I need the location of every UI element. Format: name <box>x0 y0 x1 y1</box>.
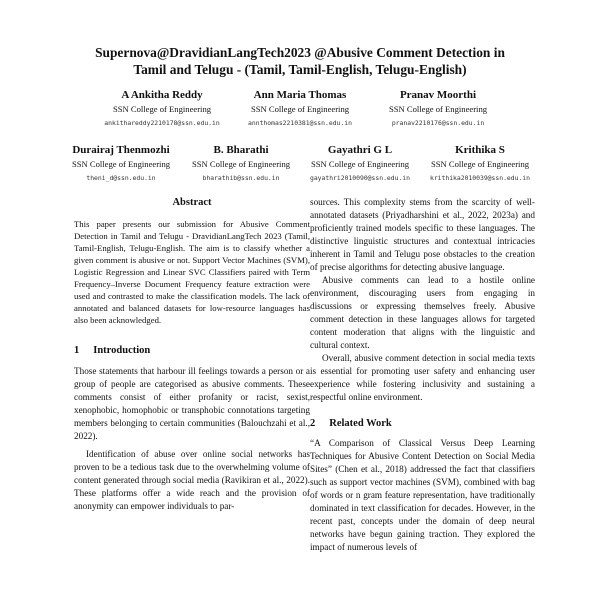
author-name: Ann Maria Thomas <box>253 89 347 101</box>
author-email[interactable]: gayathri2010090@ssn.edu.in <box>309 174 411 182</box>
right-paragraph-2: Abusive comments can lead to a hostile online environment, discouraging users from engaging in discussions or expressing themselves freely. Abusive comment detection in these languages allows for targeted content moderation that aligns with the linguistic and cultural context. <box>310 275 535 350</box>
title-line-2: Tamil and Telugu - (Tamil, Tamil-English, Telugu-English) <box>133 62 467 77</box>
related-work-heading <box>310 417 535 430</box>
right-column <box>310 196 535 554</box>
author-name: Pranav Moorthi <box>399 89 477 101</box>
author-name: A Ankitha Reddy <box>121 89 203 101</box>
author-email[interactable]: pranav2210176@ssn.edu.in <box>391 119 485 127</box>
author-name: Gayathri G L <box>327 144 393 156</box>
introduction-paragraph-2: Identification of abuse over online social networks has proven to be a tedious task due to the overwhelming volume of content generated through social media (Ravikiran et al., 2022). These platforms offer a wide reach and the provision of anonymity can empower individuals to par- <box>74 449 310 511</box>
right-paragraph-3: Overall, abusive comment detection in social media texts is essential for promoting user safety and enhancing user experience while fostering inclusivity and sustaining a respectful online environment. <box>310 353 535 402</box>
abstract-heading: Abstract <box>172 197 212 208</box>
author-name: B. Bharathi <box>213 144 269 156</box>
related-work-paragraph-1: “A Comparison of Classical Versus Deep Learning Techniques for Abusive Content Detection on Social Media Sites” (Chen et al., 2018) addressed the fact that classifiers such as support vector machines (SVM), combined with bag of words or n gram feature representation, have traditionally dominated in text classification for decades. However, in the recent past, concepts under the domain of deep neural networks have begun gaining traction. They explored the impact of numerous levels of <box>310 438 535 552</box>
section-title: Introduction <box>93 345 151 356</box>
paper-title <box>40 44 560 78</box>
right-paragraph-1: sources. This complexity stems from the scarcity of well-annotated datasets (Priyadharshini et al., 2022, 2023a) and proficiently trained models specific to these languages. The distinctive linguistic structures and contextual intricacies inherent in Tamil and Telugu pose obstacles to the creation of precise algorithms for detecting abusive language. <box>310 197 535 272</box>
author-block <box>405 143 555 183</box>
section-number: 2 <box>310 418 316 429</box>
introduction-heading <box>74 344 310 357</box>
section-title: Related Work <box>329 418 392 429</box>
author-block <box>225 88 375 128</box>
author-affiliation: SSN College of Engineering <box>112 104 212 114</box>
author-email[interactable]: theni_d@ssn.edu.in <box>86 174 156 182</box>
author-email[interactable]: krithika2010039@ssn.edu.in <box>429 174 531 182</box>
author-affiliation: SSN College of Engineering <box>250 104 350 114</box>
author-affiliation: SSN College of Engineering <box>71 159 171 169</box>
author-email[interactable]: ankithareddy2210178@ssn.edu.in <box>104 119 220 127</box>
author-block <box>363 88 513 128</box>
author-name: Krithika S <box>455 144 505 156</box>
abstract-text: This paper presents our submission for Abusive Comment Detection in Tamil and Telugu - DravidianLangTech 2023 (Tamil, Tamil-English, Telugu-English. The aim is to classify whether a given comment is abusive or not. Support Vector Machines (SVM), Logistic Regression and Linear SVC Classifiers paired with Term Frequency–Inverse Document Frequency feature extraction were used and contrasted to make the classification models. The lack of annotated and balanced datasets for low-resource languages has also been acknowledged. <box>74 219 310 325</box>
introduction-paragraph-1: Those statements that harbour ill feelings towards a person or a group of people are categorised as abusive comments. These comments consist of either profanity or racist, sexist, xenophobic, homophobic or transphobic connotations targeting members belonging to certain communities (Balouchzahi et al., 2022). <box>74 366 310 441</box>
author-affiliation: SSN College of Engineering <box>310 159 410 169</box>
author-block <box>87 88 237 128</box>
author-affiliation: SSN College of Engineering <box>191 159 291 169</box>
section-number: 1 <box>74 345 80 356</box>
title-line-1: Supernova@DravidianLangTech2023 @Abusive Comment Detection in <box>95 45 505 60</box>
author-affiliation: SSN College of Engineering <box>430 159 530 169</box>
author-name: Durairaj Thenmozhi <box>72 144 170 156</box>
author-affiliation: SSN College of Engineering <box>388 104 488 114</box>
left-column <box>74 196 310 513</box>
author-email[interactable]: annthomas2210381@ssn.edu.in <box>248 119 352 127</box>
author-email[interactable]: bharathib@ssn.edu.in <box>202 174 280 182</box>
